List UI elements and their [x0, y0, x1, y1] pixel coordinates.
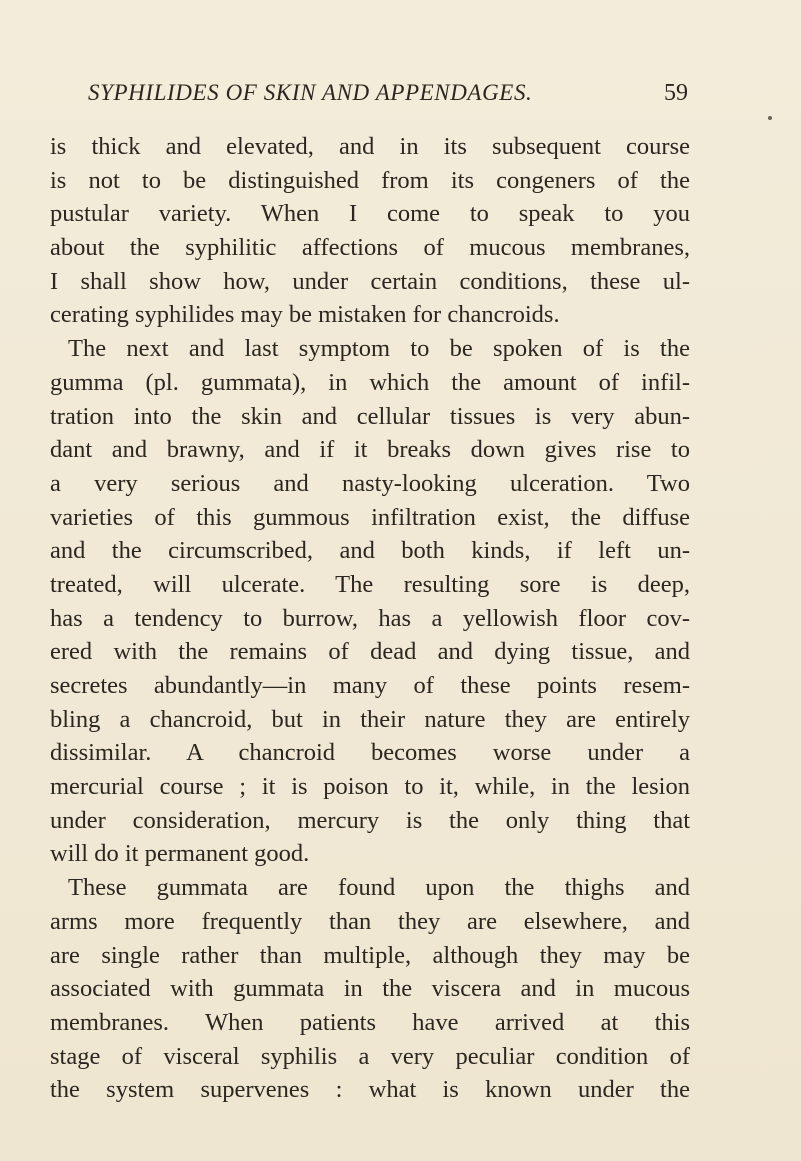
- text-line: dant and brawny, and if it breaks down gives rise to: [50, 436, 690, 464]
- text-line: will do it permanent good.: [50, 840, 310, 868]
- text-line: has a tendency to burrow, has a yellowish floor cov-: [50, 604, 690, 632]
- text-line: dissimilar. A chancroid becomes worse under a: [50, 739, 690, 767]
- text-line: cerating syphilides may be mistaken for chancroids.: [50, 301, 560, 329]
- text-line: and the circumscribed, and both kinds, if left un-: [50, 537, 690, 565]
- text-line: about the syphilitic affections of mucous membranes,: [50, 234, 690, 262]
- text-line: pustular variety. When I come to speak to you: [50, 200, 690, 228]
- text-line: is not to be distinguished from its congeners of the: [50, 166, 690, 194]
- text-line: gumma (pl. gummata), in which the amount of infil-: [50, 368, 690, 396]
- text-line: a very serious and nasty-looking ulceration. Two: [50, 469, 690, 497]
- text-line: arms more frequently than they are elsewhere, and: [50, 907, 690, 935]
- text-line: are single rather than multiple, although they may be: [50, 941, 690, 969]
- text-line: mercurial course ; it is poison to it, while, in the lesion: [50, 773, 690, 801]
- text-line: secretes abundantly—in many of these points resem-: [50, 672, 690, 699]
- text-line: I shall show how, under certain conditions, these ul-: [50, 267, 690, 295]
- text-line: These gummata are found upon the thighs and: [68, 874, 690, 902]
- text-line: treated, will ulcerate. The resulting sore is deep,: [50, 570, 690, 598]
- text-line: under consideration, mercury is the only thing that: [50, 806, 690, 834]
- text-line: membranes. When patients have arrived at this: [50, 1008, 690, 1036]
- text-line: the system supervenes : what is known under the: [50, 1076, 690, 1104]
- text-line: associated with gummata in the viscera and in mucous: [50, 975, 690, 1003]
- text-line: The next and last symptom to be spoken of is the: [68, 335, 690, 363]
- body-text: [50, 130, 690, 1107]
- text-line: bling a chancroid, but in their nature they are entirely: [50, 705, 690, 733]
- page-number: 59: [664, 80, 688, 106]
- running-head-title: SYPHILIDES OF SKIN AND APPENDAGES.: [88, 80, 533, 105]
- text-line: is thick and elevated, and in its subsequent course: [50, 133, 690, 160]
- running-head: [88, 80, 688, 116]
- text-line: stage of visceral syphilis a very peculiar condition of: [50, 1042, 690, 1070]
- text-line: tration into the skin and cellular tissues is very abun-: [50, 402, 690, 430]
- text-line: ered with the remains of dead and dying tissue, and: [50, 638, 690, 666]
- text-line: varieties of this gummous infiltration exist, the diffuse: [50, 503, 690, 531]
- margin-dot-mark: [768, 116, 772, 120]
